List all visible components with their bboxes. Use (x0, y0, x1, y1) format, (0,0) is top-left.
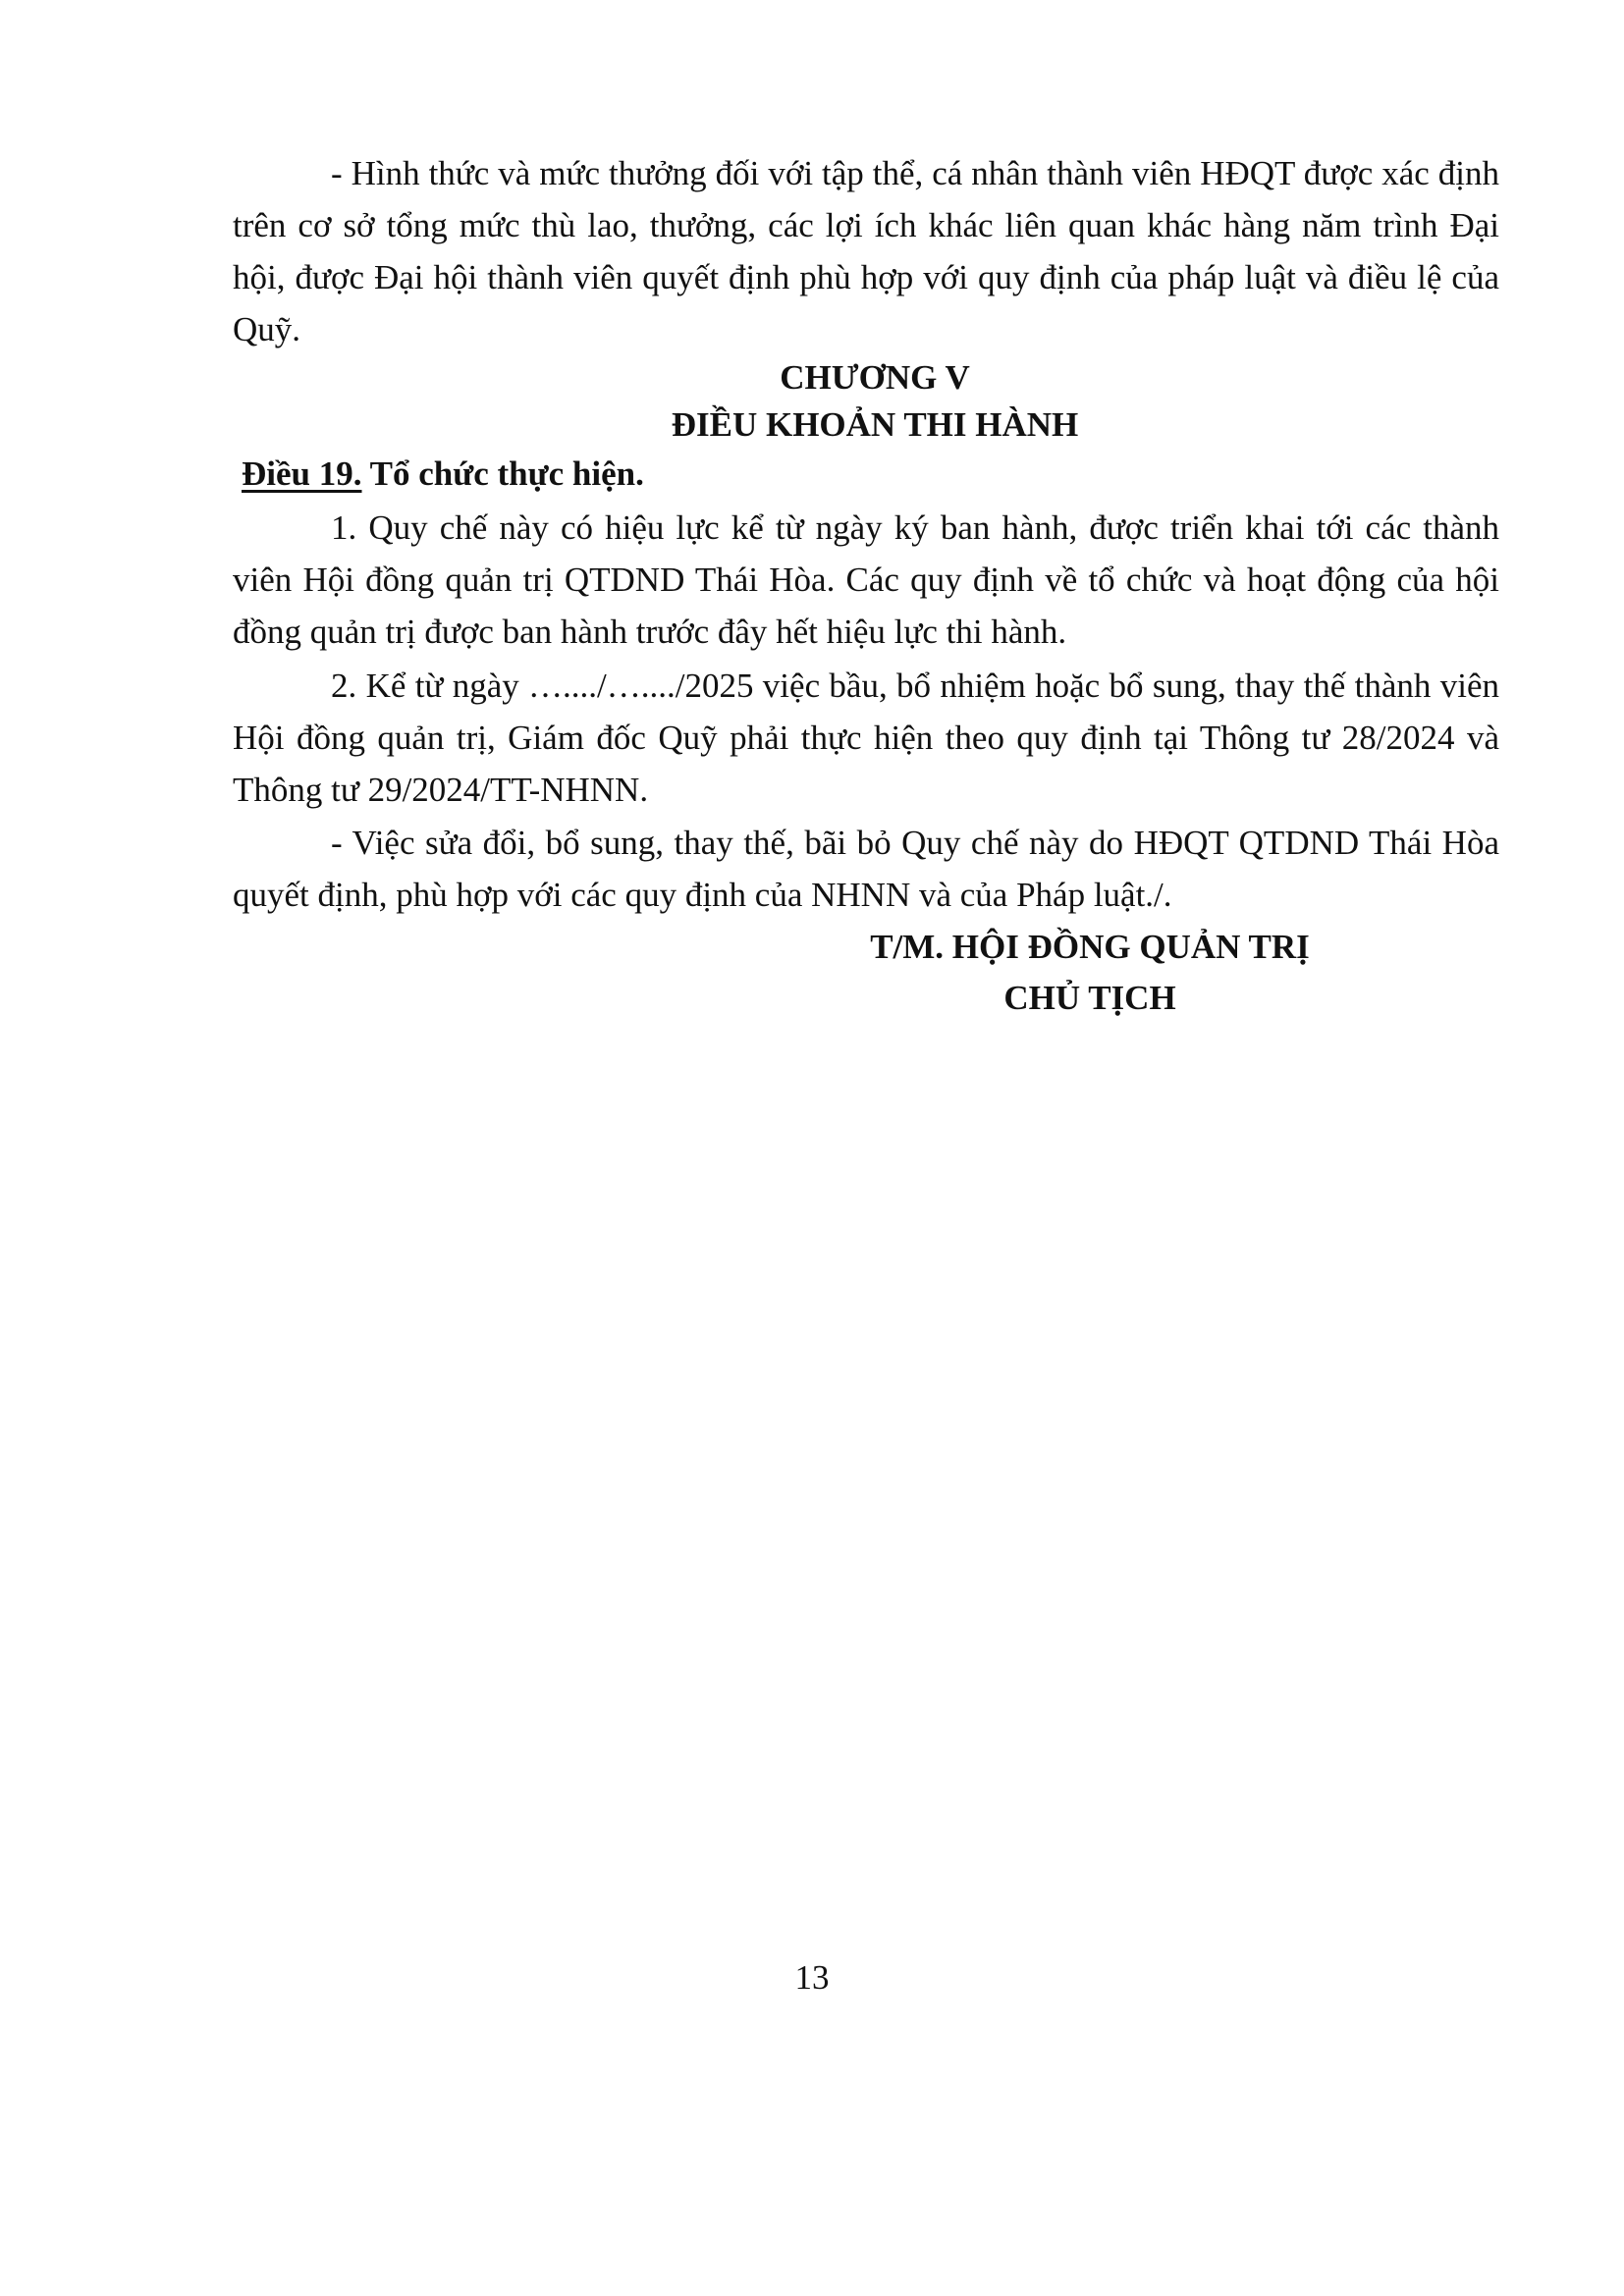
article-number: Điều 19. (242, 454, 362, 493)
article-title: Tổ chức thực hiện. (369, 454, 644, 493)
signature-role: CHỦ TỊCH (1003, 979, 1176, 1017)
page-number: 13 (794, 1958, 830, 1997)
clause-amend: - Việc sửa đổi, bổ sung, thay thế, bãi bỏ Quy chế này do HĐQT QTDND Thái Hòa quyết định, phù hợp với các quy định của NHNN và của Pháp luật./. (233, 824, 1499, 914)
paragraph-reward: - Hình thức và mức thưởng đối với tập thể, cá nhân thành viên HĐQT được xác định trên cơ sở tổng mức thù lao, thưởng, các lợi ích khác liên quan khác hàng năm trình Đại hội, được Đại hội thành viên quyết định phù hợp với quy định của pháp luật và điều lệ của Quỹ. (233, 154, 1499, 348)
clause-1: 1. Quy chế này có hiệu lực kể từ ngày ký ban hành, được triển khai tới các thành viên Hội đồng quản trị QTDND Thái Hòa. Các quy định về tổ chức và hoạt động của hội đồng quản trị được ban hành trước đây hết hiệu lực thi hành. (233, 508, 1499, 651)
clause-2: 2. Kể từ ngày …..../…..../2025 việc bầu, bổ nhiệm hoặc bổ sung, thay thế thành viên Hội đồng quản trị, Giám đốc Quỹ phải thực hiện theo quy định tại Thông tư 28/2024 và Thông tư 29/2024/TT-NHNN. (233, 667, 1499, 809)
signature-title: T/M. HỘI ĐỒNG QUẢN TRỊ (870, 928, 1310, 966)
chapter-title: CHƯƠNG V (780, 358, 970, 397)
chapter-subtitle: ĐIỀU KHOẢN THI HÀNH (671, 405, 1079, 444)
article-heading (242, 450, 644, 499)
